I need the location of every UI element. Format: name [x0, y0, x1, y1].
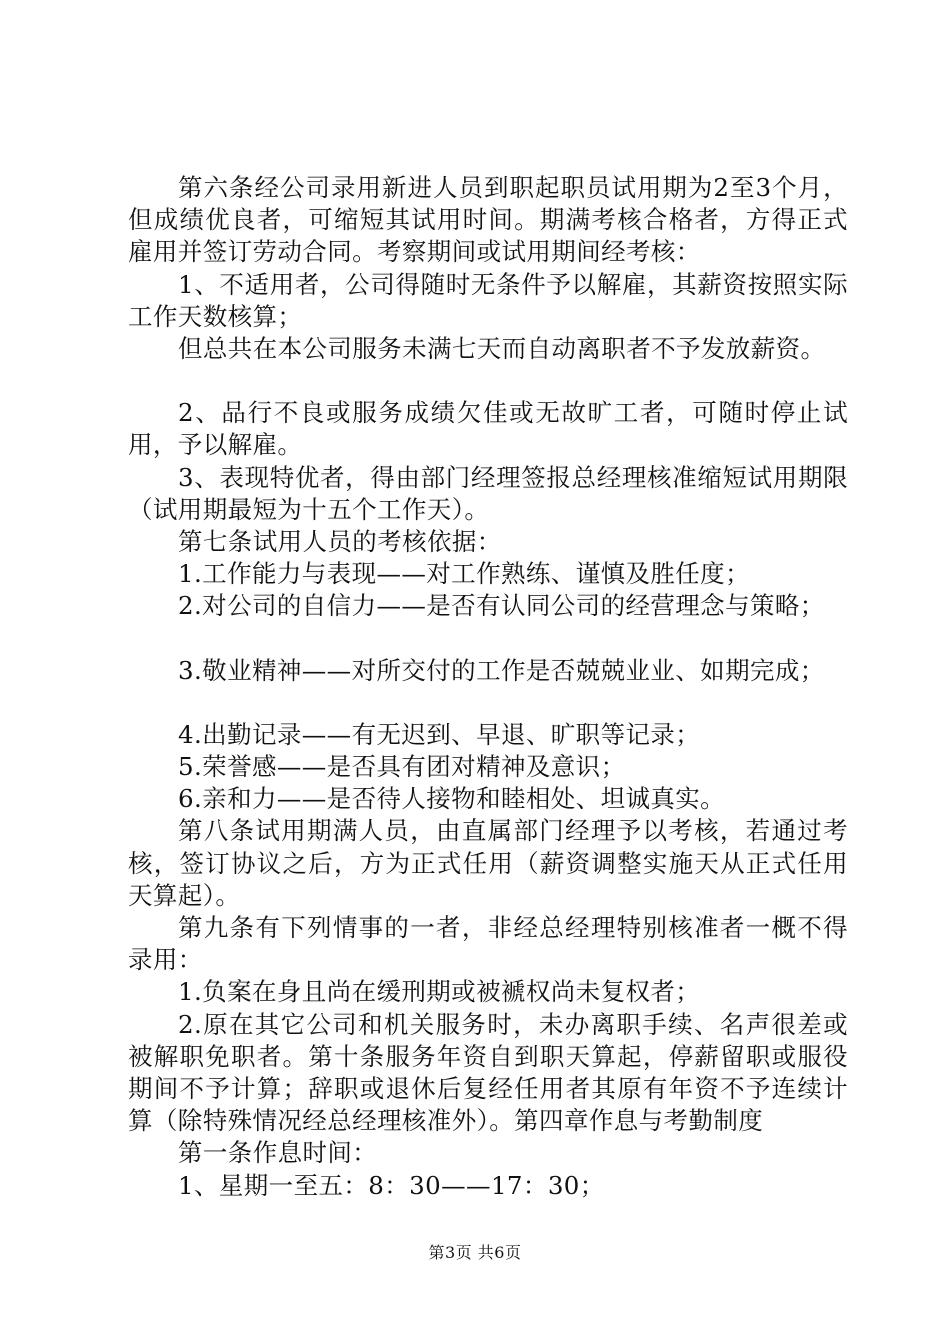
paragraph-work-hours: 第一条作息时间：	[178, 1138, 378, 1168]
paragraph-article-7: 第七条试用人员的考核依据：	[178, 527, 502, 557]
paragraph-criterion-2: 2.对公司的自信力——是否有认同公司的经营理念与策略；	[178, 591, 825, 621]
paragraph-exclusion-1: 1.负案在身且尚在缓刑期或被褫权尚未复权者；	[178, 977, 701, 1007]
paragraph-item-1-unsuitable: 1、不适用者，公司得随时无条件予以解雇，其薪资按照实际工作天数核算；	[128, 269, 848, 331]
paragraph-seven-days-note: 但总共在本公司服务未满七天而自动离职者不予发放薪资。	[178, 334, 826, 364]
paragraph-criterion-1: 1.工作能力与表现——对工作熟练、谨慎及胜任度；	[178, 559, 750, 589]
paragraph-article-8: 第八条试用期满人员，由直属部门经理予以考核，若通过考核，签订协议之后，方为正式任用（薪资调整实施天从正式任用天算起）。	[128, 816, 848, 910]
blank-line	[128, 687, 848, 719]
blank-line	[128, 365, 848, 397]
paragraph-weekday-hours: 1、星期一至五：8：30——17：30；	[178, 1170, 605, 1200]
document-body	[128, 172, 848, 1202]
paragraph-exclusion-2: 2.原在其它公司和机关服务时，未办离职手续、名声很差或被解职免职者。第十条服务年资自到职天算起，停薪留职或服役期间不予计算；辞职或退休后复经任用者其原有年资不予连续计算（除特殊情况经总经理核准外）。第四章作息与考勤制度	[128, 1009, 848, 1136]
paragraph-item-3-outstanding: 3、表现特优者，得由部门经理签报总经理核准缩短试用期限（试用期最短为十五个工作天）。	[128, 462, 848, 524]
blank-line	[128, 623, 848, 655]
page-number-footer: 第3页 共6页	[428, 1243, 522, 1262]
paragraph-article-6: 第六条经公司录用新进人员到职起职员试用期为2至3个月，但成绩优良者，可缩短其试用时间。期满考核合格者，方得正式雇用并签订劳动合同。考察期间或试用期间经考核：	[128, 173, 848, 267]
paragraph-article-9: 第九条有下列情事的一者，非经总经理特别核准者一概不得录用：	[128, 913, 848, 975]
paragraph-criterion-3: 3.敬业精神——对所交付的工作是否兢兢业业、如期完成；	[178, 655, 825, 685]
paragraph-criterion-4: 4.出勤记录——有无迟到、早退、旷职等记录；	[178, 719, 701, 749]
paragraph-item-2-misconduct: 2、品行不良或服务成绩欠佳或无故旷工者，可随时停止试用，予以解雇。	[128, 398, 848, 460]
paragraph-criterion-5: 5.荣誉感——是否具有团对精神及意识；	[178, 752, 626, 782]
paragraph-criterion-6: 6.亲和力——是否待人接物和睦相处、坦诚真实。	[178, 784, 726, 814]
